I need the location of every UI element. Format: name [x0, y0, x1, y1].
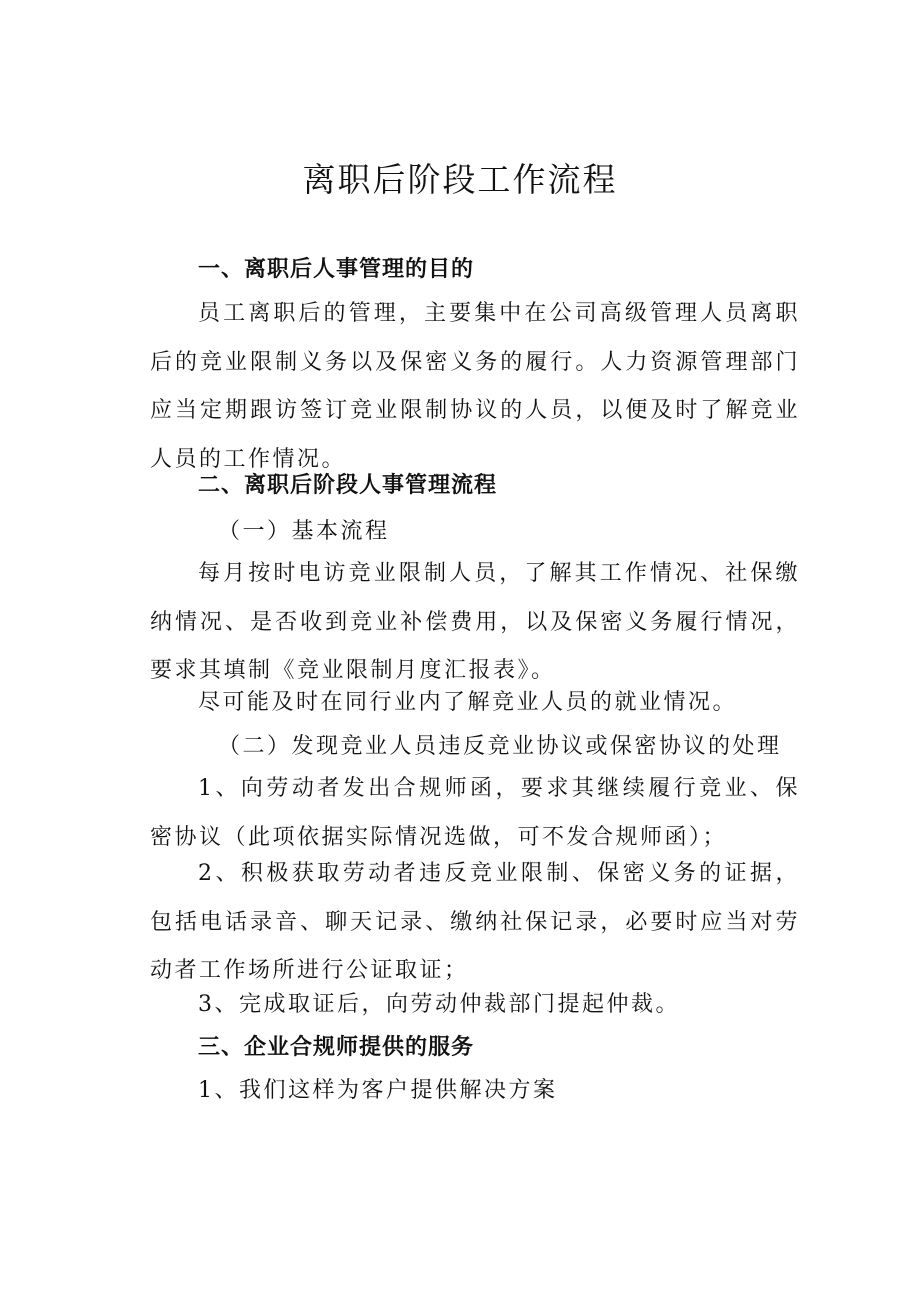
section-2-sub-2-item-2: 2、积极获取劳动者违反竞业限制、保密义务的证据，包括电话录音、聊天记录、缴纳社保记录，必要时应当对劳动者工作场所进行公证取证；	[150, 861, 800, 983]
section-1-paragraph: 员工离职后的管理，主要集中在公司高级管理人员离职后的竞业限制义务以及保密义务的履行。人力资源管理部门应当定期跟访签订竞业限制协议的人员，以便及时了解竞业人员的工作情况。	[150, 301, 800, 472]
section-2-sub-1-paragraph-2: 尽可能及时在同行业内了解竞业人员的就业情况。	[198, 690, 738, 715]
section-2-sub-1-paragraph-1: 每月按时电访竞业限制人员，了解其工作情况、社保缴纳情况、是否收到竞业补偿费用，以及保密义务履行情况，要求其填制《竞业限制月度汇报表》。	[150, 561, 800, 683]
section-1-heading: 一、离职后人事管理的目的	[198, 257, 475, 282]
section-2-sub-2-item-1: 1、向劳动者发出合规师函，要求其继续履行竞业、保密协议（此项依据实际情况选做，可不发合规师函）；	[150, 776, 800, 850]
document-title: 离职后阶段工作流程	[302, 160, 618, 199]
section-2-sub-2-item-3: 3、完成取证后，向劳动仲裁部门提起仲裁。	[198, 992, 680, 1017]
section-2-sub-2-heading: （二）发现竞业人员违反竞业协议或保密协议的处理	[218, 734, 782, 759]
section-3-heading: 三、企业合规师提供的服务	[198, 1035, 475, 1060]
section-2-heading: 二、离职后阶段人事管理流程	[198, 473, 498, 498]
section-2-sub-1-heading: （一）基本流程	[218, 519, 390, 544]
section-3-item-1: 1、我们这样为客户提供解决方案	[198, 1078, 558, 1103]
